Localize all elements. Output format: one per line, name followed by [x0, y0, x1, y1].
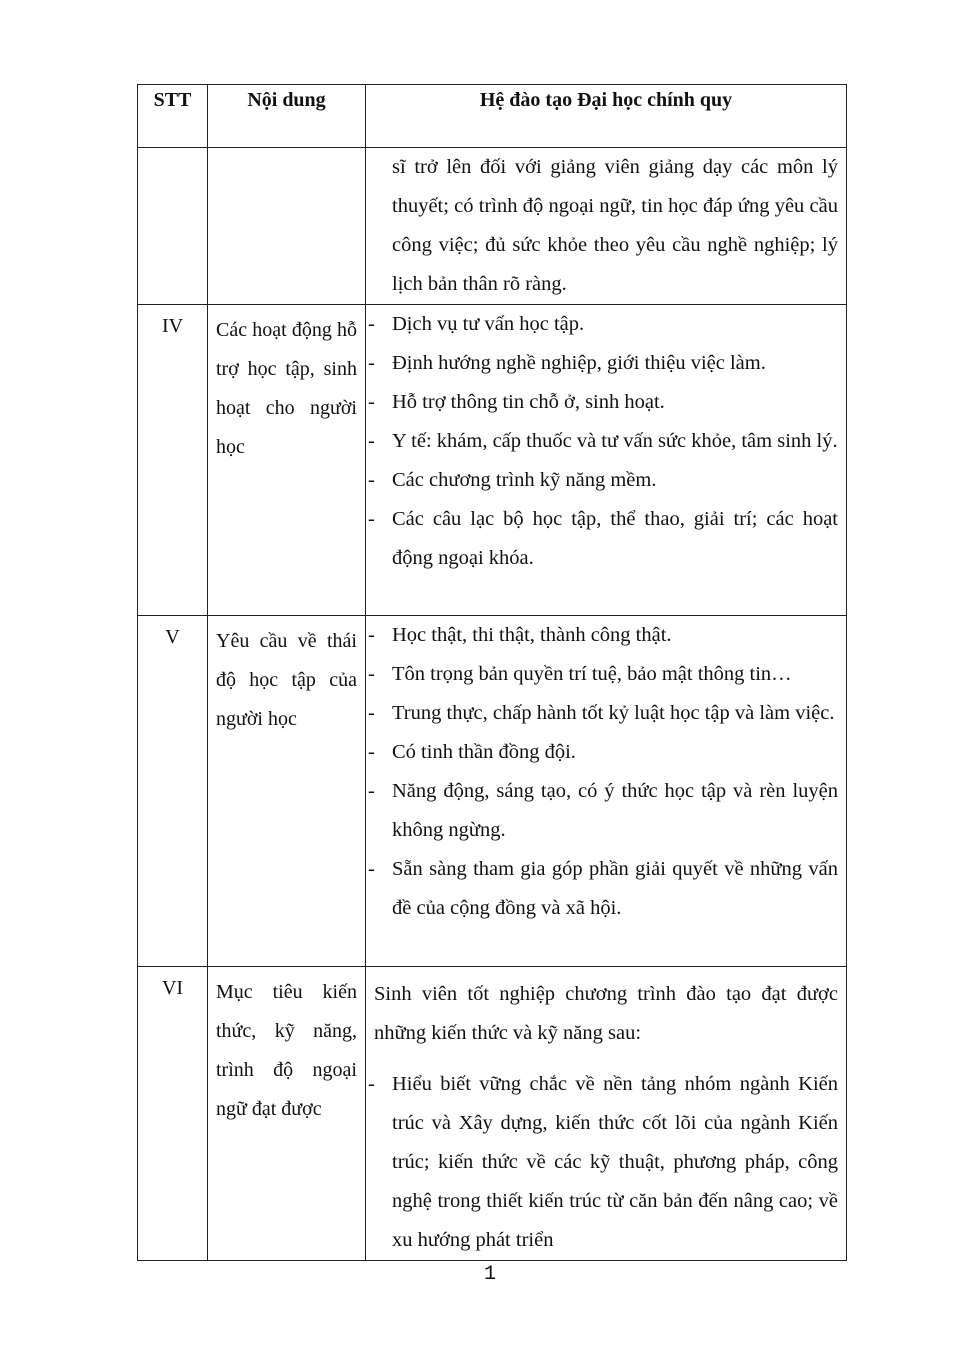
row-content: [208, 148, 366, 305]
attitude-list: [374, 616, 838, 928]
table-row: [138, 148, 847, 305]
table-row: [138, 967, 847, 1261]
objective-list: [374, 1065, 838, 1260]
page-number: 1: [483, 1263, 496, 1286]
list-item: - Sẵn sàng tham gia góp phần giải quyết về những vấn đề của cộng đồng và xã hội.: [374, 850, 838, 928]
row-stt: IV: [138, 305, 208, 616]
row-content: Yêu cầu về thái độ học tập của người học: [208, 616, 366, 967]
list-item: - Có tinh thần đồng đội.: [374, 733, 838, 772]
list-item: - Hiểu biết vững chắc về nền tảng nhóm ngành Kiến trúc và Xây dựng, kiến thức cốt lõi của ngành Kiến trúc; kiến thức về các kỹ thuật, phương pháp, công nghệ trong thiết kiến trúc từ căn bản đến nâng cao; về xu hướng phát triển: [374, 1065, 838, 1260]
list-item: - Dịch vụ tư vấn học tập.: [374, 305, 838, 344]
row-body: [366, 305, 847, 616]
row-body: [366, 616, 847, 967]
list-item: - Trung thực, chấp hành tốt kỷ luật học tập và làm việc.: [374, 694, 838, 733]
list-item: - Tôn trọng bản quyền trí tuệ, bảo mật thông tin…: [374, 655, 838, 694]
row-content: Mục tiêu kiến thức, kỹ năng, trình độ ngoại ngữ đạt được: [208, 967, 366, 1261]
row-content: Các hoạt động hỗ trợ học tập, sinh hoạt cho người học: [208, 305, 366, 616]
row-body: [366, 148, 847, 305]
list-item: - Năng động, sáng tạo, có ý thức học tập và rèn luyện không ngừng.: [374, 772, 838, 850]
row-stt: V: [138, 616, 208, 967]
support-list: [374, 305, 838, 578]
row-body: [366, 967, 847, 1261]
list-item: - Y tế: khám, cấp thuốc và tư vấn sức khỏe, tâm sinh lý.: [374, 422, 838, 461]
list-item: - Định hướng nghề nghiệp, giới thiệu việc làm.: [374, 344, 838, 383]
table-row: [138, 305, 847, 616]
table-header-row: [138, 85, 847, 148]
list-item: - Các câu lạc bộ học tập, thể thao, giải trí; các hoạt động ngoại khóa.: [374, 500, 838, 578]
list-item: - Các chương trình kỹ năng mềm.: [374, 461, 838, 500]
program-table: [137, 84, 847, 1261]
header-stt: STT: [138, 85, 208, 148]
row-stt: [138, 148, 208, 305]
objective-intro: Sinh viên tốt nghiệp chương trình đào tạo đạt được những kiến thức và kỹ năng sau:: [374, 983, 838, 1044]
table-row: [138, 616, 847, 967]
header-he-dao-tao: Hệ đào tạo Đại học chính quy: [366, 85, 847, 148]
continuation-text: sĩ trở lên đối với giảng viên giảng dạy các môn lý thuyết; có trình độ ngoại ngữ, tin học đáp ứng yêu cầu công việc; đủ sức khỏe theo yêu cầu nghề nghiệp; lý lịch bản thân rõ ràng.: [392, 156, 838, 295]
row-stt: VI: [138, 967, 208, 1261]
list-item: - Hỗ trợ thông tin chỗ ở, sinh hoạt.: [374, 383, 838, 422]
header-noi-dung: Nội dung: [208, 85, 366, 148]
list-item: - Học thật, thi thật, thành công thật.: [374, 616, 838, 655]
